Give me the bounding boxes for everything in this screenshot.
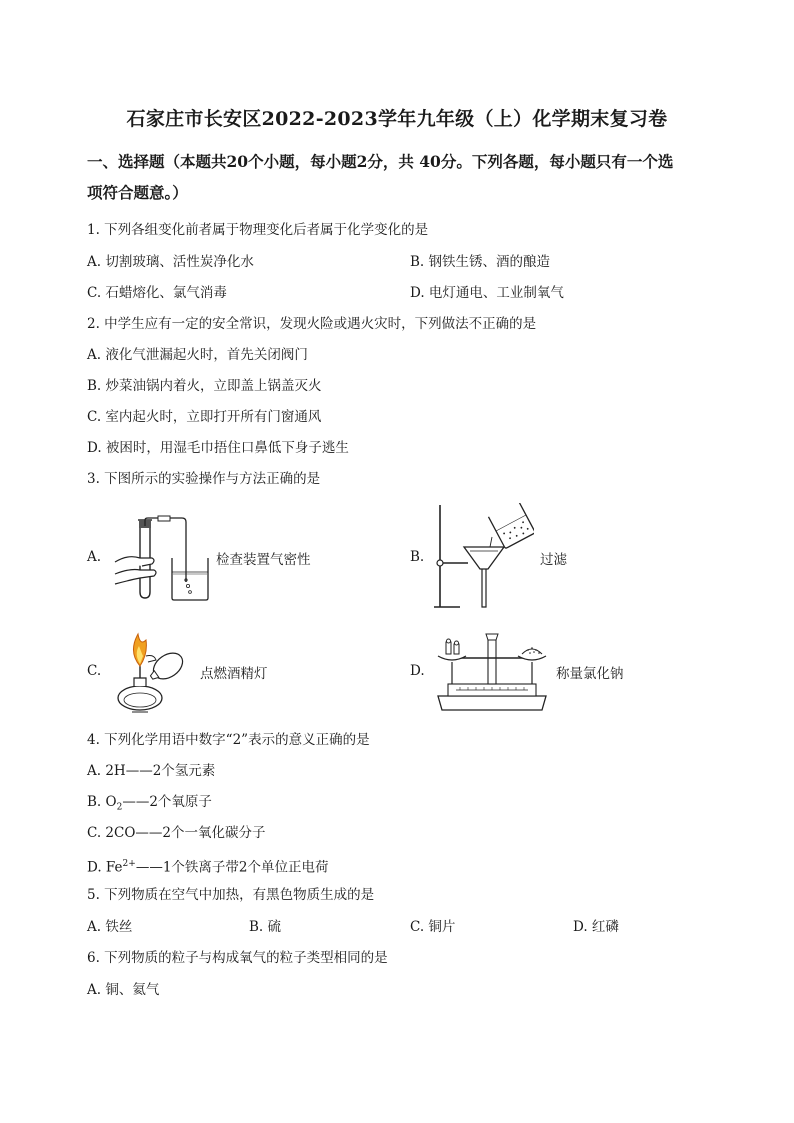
section-heading-line2: 项符合题意。） <box>87 183 188 202</box>
q4-option-d <box>87 854 329 878</box>
q5-option-d: D. 红磷 <box>573 919 619 935</box>
q3-option-b-caption: 过滤 <box>540 552 567 568</box>
q4-option-b-subscript: 2 <box>116 802 123 813</box>
q4-option-b-formula: B. O <box>87 794 117 810</box>
q3-option-b-label: B. <box>410 549 425 565</box>
q1-option-d: D. 电灯通电、工业制氧气 <box>410 285 564 301</box>
filtration-icon <box>430 503 534 611</box>
q2-option-b: B. 炒菜油锅内着火，立即盖上锅盖灭火 <box>87 378 322 394</box>
section-heading <box>87 146 717 208</box>
q3-option-c-caption: 点燃酒精灯 <box>200 666 268 682</box>
q3-option-d-label: D. <box>410 663 425 679</box>
q1-option-c: C. 石蜡熔化、氯气消毒 <box>87 285 227 301</box>
q5-option-a: A. 铁丝 <box>87 919 133 935</box>
alcohol-lamp-icon <box>110 626 198 716</box>
q4-option-d-formula: D. Fe <box>87 859 123 876</box>
q5-option-b: B. 硫 <box>249 919 282 935</box>
q3-option-d-caption: 称量氯化钠 <box>556 666 624 682</box>
q1-stem: 1. 下列各组变化前者属于物理变化后者属于化学变化的是 <box>87 222 429 238</box>
q4-option-a: A. 2H——2个氢元素 <box>87 763 216 779</box>
q2-option-c: C. 室内起火时，立即打开所有门窗通风 <box>87 409 322 425</box>
q4-option-b <box>87 792 212 818</box>
balance-scale-icon <box>434 630 550 712</box>
q4-option-d-text: ——1个铁离子带2个单位正电荷 <box>135 859 329 876</box>
q6-stem: 6. 下列物质的粒子与构成氧气的粒子类型相同的是 <box>87 950 388 966</box>
q4-stem: 4. 下列化学用语中数字“2”表示的意义正确的是 <box>87 732 370 748</box>
q2-option-a: A. 液化气泄漏起火时，首先关闭阀门 <box>87 347 308 363</box>
q2-option-d: D. 被困时，用湿毛巾捂住口鼻低下身子逃生 <box>87 440 349 456</box>
q3-option-a-caption: 检查装置气密性 <box>216 552 311 568</box>
q2-stem: 2. 中学生应有一定的安全常识，发现火险或遇火灾时，下列做法不正确的是 <box>87 316 537 332</box>
airtightness-check-icon <box>110 514 210 604</box>
q1-option-a: A. 切割玻璃、活性炭净化水 <box>87 254 254 270</box>
q4-option-d-superscript: 2+ <box>122 859 136 869</box>
q1-option-b: B. 钢铁生锈、酒的酿造 <box>410 254 551 270</box>
q3-stem: 3. 下图所示的实验操作与方法正确的是 <box>87 471 321 487</box>
q4-option-b-text: ——2个氧原子 <box>122 794 212 810</box>
q3-option-a-label: A. <box>87 549 102 565</box>
section-heading-line1: 一、选择题（本题共20个小题，每小题2分，共 40分。下列各题，每小题只有一个选 <box>87 152 674 171</box>
q4-option-c: C. 2CO——2个一氧化碳分子 <box>87 825 266 841</box>
page-title: 石家庄市长安区2022-2023学年九年级（上）化学期末复习卷 <box>126 108 668 130</box>
q5-stem: 5. 下列物质在空气中加热，有黑色物质生成的是 <box>87 887 375 903</box>
q6-option-a: A. 铜、氦气 <box>87 982 160 998</box>
q5-option-c: C. 铜片 <box>410 919 456 935</box>
q3-option-c-label: C. <box>87 663 102 679</box>
